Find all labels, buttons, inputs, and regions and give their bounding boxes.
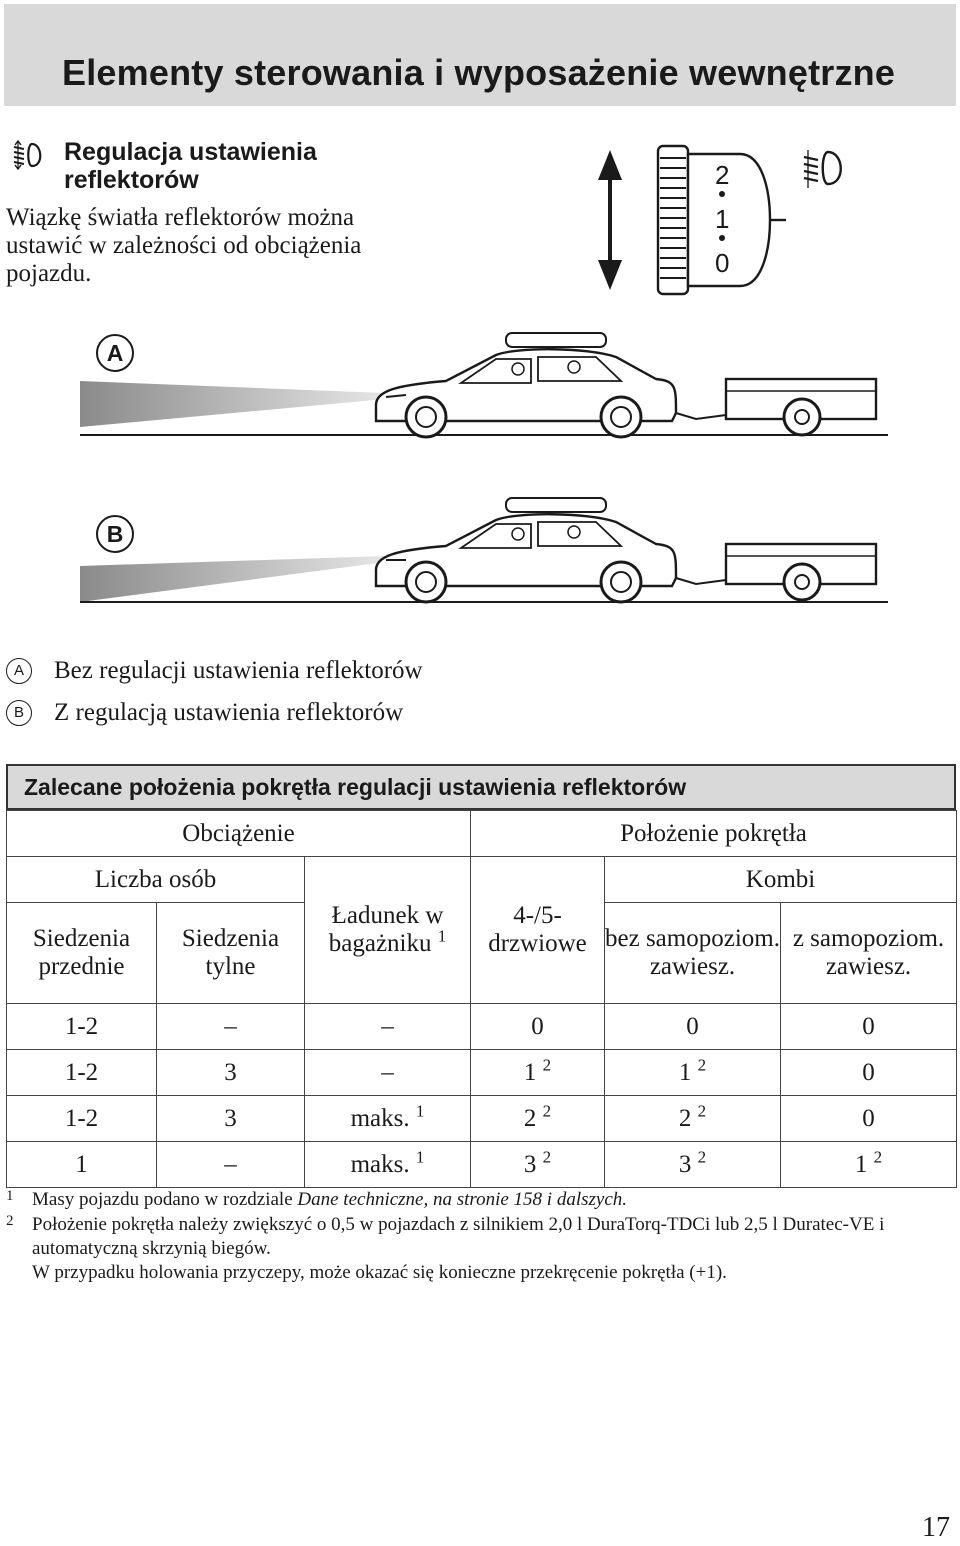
cell-rear: – [157,1004,305,1050]
headlamp-leveling-icon [10,140,46,170]
cell-luggage: – [305,1050,471,1096]
table-row [7,1004,957,1050]
cell-luggage: maks. $^1$ [305,1142,471,1188]
legend-badge-a: A [6,658,32,684]
cell-with: 0 [781,1004,957,1050]
cell-rear: 3 [157,1050,305,1096]
cell-without: 1 $^2$ [605,1050,781,1096]
cell-doors: 3 $^2$ [471,1142,605,1188]
cell-rear: – [157,1142,305,1188]
cell-doors: 2 $^2$ [471,1096,605,1142]
cell-without: 2 $^2$ [605,1096,781,1142]
cell-rear: 3 [157,1096,305,1142]
table-title: Zalecane położenia pokrętła regulacji ustawienia reflektorów [6,764,956,810]
table-row [7,1050,957,1096]
section-body: Wiązkę światła reflektorów można ustawić w zależności od obciążenia pojazdu. [6,204,362,287]
footnote-1 [6,1188,906,1212]
footnote-text: Położenie pokrętła należy zwiększyć o 0,5 w pojazdach z silnikiem 2,0 l DuraTorq-TDCi lub 2,5 l Duratec-VE i automatyczną skrzynią biegów. [32,1214,885,1259]
header-kombi: Kombi [605,857,957,903]
table-row [7,1096,957,1142]
legend-item-b [6,698,403,728]
header-doors: 4-/5-drzwiowe [471,857,605,1004]
table-grid [6,810,957,1188]
footnote-reference: Dane techniczne, na stronie 158 i dalszych. [297,1189,628,1210]
cell-without: 3 $^2$ [605,1142,781,1188]
footnote-2 [6,1213,906,1261]
footnote-mark: 1 [6,1188,14,1204]
car-illustration-b [76,490,896,612]
cell-with: 1 $^2$ [781,1142,957,1188]
header-persons: Liczba osób [7,857,305,903]
cell-front: 1-2 [7,1050,157,1096]
legend-text-b: Z regulacją ustawienia reflektorów [54,699,404,726]
cell-doors: 1 $^2$ [471,1050,605,1096]
recommendation-table [6,764,956,1188]
header-luggage: Ładunek w bagażniku $^1$ [305,857,471,1004]
footnote-3 [6,1261,906,1285]
header-load: Obciążenie [7,811,471,857]
figure-label-b: B [96,515,134,553]
section-heading: Regulacja ustawienia reflektorów [64,138,317,194]
dial-position-2: 2 [715,160,730,190]
cell-doors: 0 [471,1004,605,1050]
legend-item-a [6,656,423,686]
cell-front: 1-2 [7,1004,157,1050]
car-illustration-a [76,325,896,447]
cell-with: 0 [781,1096,957,1142]
cell-front: 1-2 [7,1096,157,1142]
dial-position-0: 0 [715,248,730,278]
cell-luggage: maks. $^1$ [305,1096,471,1142]
cell-front: 1 [7,1142,157,1188]
cell-without: 0 [605,1004,781,1050]
header-without-leveling: bez samopoziom. zawiesz. [605,903,781,1004]
footnote-mark: 2 [6,1213,14,1229]
header-front-seats: Siedzenia przednie [7,903,157,1004]
cell-with: 0 [781,1050,957,1096]
footnote-text: W przypadku holowania przyczepy, może okazać się konieczne przekręcenie pokrętła (+1). [32,1262,727,1283]
header-rear-seats: Siedzenia tylne [157,903,305,1004]
page-title: Elementy sterowania i wyposażenie wewnętrzne [62,52,896,93]
headlamp-dial-illustration [590,140,860,300]
headlamp-leveling-icon [804,150,841,188]
page-number: 17 [922,1512,950,1543]
adjust-arrow-icon [598,150,622,290]
dial-position-1: 1 [715,204,730,234]
header-position: Położenie pokrętła [471,811,957,857]
footnote-text: Masy pojazdu podano w rozdziale [32,1189,298,1210]
figure-label-a: A [96,334,134,372]
legend-badge-b: B [6,700,32,726]
legend-text-a: Bez regulacji ustawienia reflektorów [54,657,423,684]
header-with-leveling: z samopoziom. zawiesz. [781,903,957,1004]
table-row [7,1142,957,1188]
cell-luggage: – [305,1004,471,1050]
